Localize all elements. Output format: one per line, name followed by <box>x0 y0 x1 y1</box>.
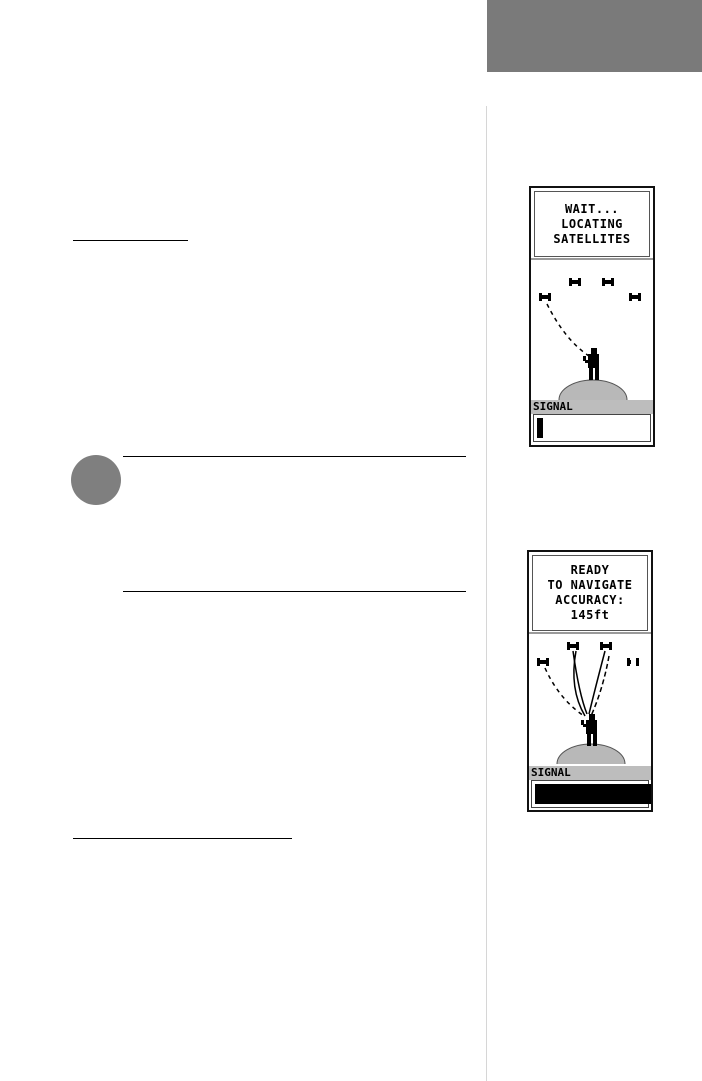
satellite-icon <box>569 278 581 286</box>
note-rule-top <box>123 456 466 457</box>
note-icon <box>71 455 121 505</box>
satellite-icon <box>567 642 579 650</box>
signal-label: SIGNAL <box>529 766 651 780</box>
signal-line <box>574 651 585 716</box>
signal-strength-fill <box>537 418 543 438</box>
screen-ready-to-navigate <box>527 550 653 812</box>
status-message-box <box>534 191 650 257</box>
status-message-line: LOCATING <box>561 216 623 231</box>
satellite-icon <box>602 278 614 286</box>
column-divider <box>486 106 487 1081</box>
screen-locating-satellites <box>529 186 655 447</box>
earth-dome-icon <box>559 380 627 400</box>
earth-dome-icon <box>557 744 625 764</box>
status-message-line: 145ft <box>570 608 610 622</box>
signal-line <box>591 656 609 716</box>
satellite-scene <box>531 260 653 400</box>
satellite-scene <box>529 634 651 764</box>
status-message-line: ACCURACY: <box>555 593 625 607</box>
satellite-icon <box>539 293 551 301</box>
status-message-line: WAIT... <box>564 201 620 216</box>
signal-strength-meter <box>531 780 649 808</box>
satellite-icon <box>537 658 549 666</box>
satellite-icon <box>629 293 641 301</box>
section-heading-rule <box>73 838 292 839</box>
satellite-icon <box>627 658 639 666</box>
signal-line <box>545 668 584 716</box>
status-message-line: READY <box>570 563 610 577</box>
section-heading-rule <box>73 240 188 241</box>
status-message-box <box>532 555 648 631</box>
status-message-line: SATELLITES <box>553 231 631 246</box>
section-tab <box>487 0 702 72</box>
signal-label: SIGNAL <box>531 400 653 414</box>
note-rule-bottom <box>123 591 466 592</box>
signal-strength-fill <box>535 784 651 804</box>
signal-line <box>547 304 589 356</box>
signal-strength-meter <box>533 414 651 442</box>
satellite-icon <box>600 642 612 650</box>
person-icon <box>583 348 599 380</box>
person-icon <box>581 714 597 746</box>
status-message-line: TO NAVIGATE <box>547 578 633 592</box>
